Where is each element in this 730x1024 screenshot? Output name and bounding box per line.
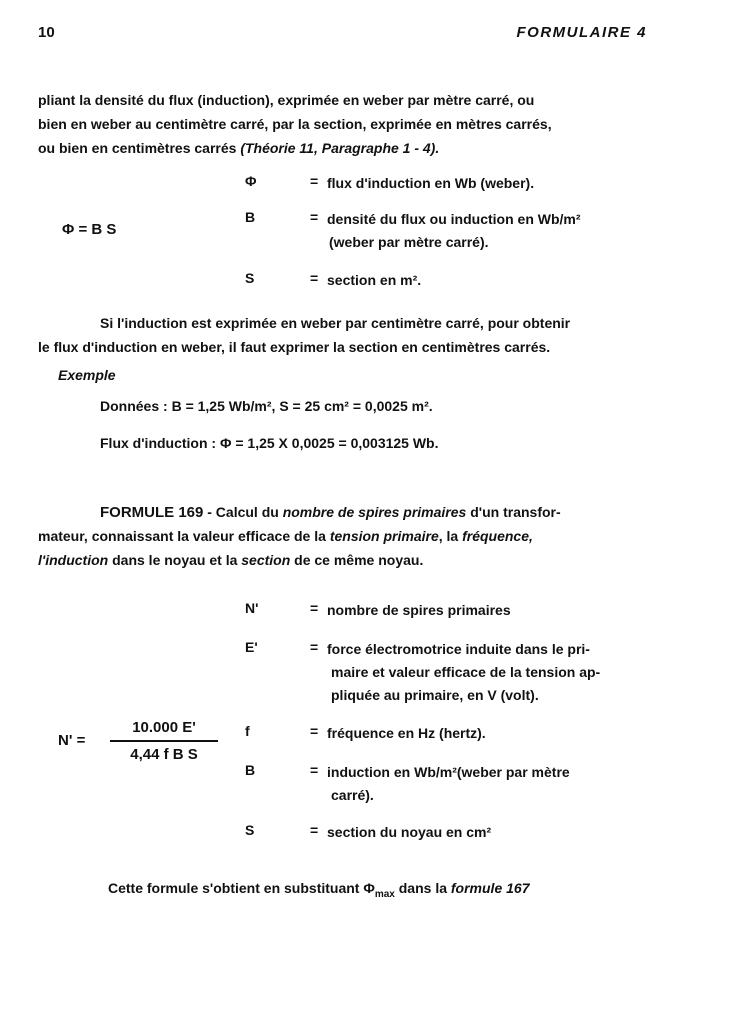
closing-sentence — [108, 880, 529, 900]
definition-symbol: B — [245, 209, 256, 225]
definition-line: nombre de spires primaires — [327, 602, 511, 618]
definition-equals: = — [310, 762, 319, 778]
formula-n-fraction — [110, 718, 218, 765]
text-line: bien en weber au centimètre carré, par la section, exprimée en mètres carrés, — [38, 116, 552, 132]
definition-symbol: Φ — [245, 173, 257, 189]
definition-line: section du noyau en cm² — [327, 824, 492, 840]
fraction-denominator: 4,44 f B S — [130, 746, 198, 763]
text-fragment: Cette formule s'obtient en substituant — [108, 880, 364, 896]
text-fragment: dans le noyau et la — [108, 552, 242, 568]
text-emphasis: nombre de spires primaires — [282, 504, 467, 520]
max-subscript: max — [374, 888, 395, 900]
definition-symbol: N' — [245, 600, 259, 616]
definition-text — [327, 821, 491, 844]
definition-equals: = — [310, 173, 319, 189]
definition-line: densité du flux ou induction en Wb/m² — [327, 211, 581, 227]
definition-text — [327, 722, 486, 745]
definition-symbol: S — [245, 270, 255, 286]
definition-line: section en m². — [327, 272, 422, 288]
text-fragment: de ce même noyau. — [290, 552, 424, 568]
definition-line: maire et valeur efficace de la tension ap- — [331, 664, 601, 680]
text-fragment: mateur, connaissant la valeur efficace de la — [38, 528, 330, 544]
definition-line: flux d'induction en Wb (weber). — [327, 175, 535, 191]
definition-text — [327, 638, 600, 707]
formula-phi-equals-bs: Φ = B S — [62, 221, 117, 238]
definition-text — [327, 761, 570, 807]
definition-line: pliquée au primaire, en V (volt). — [331, 687, 539, 703]
example-flux-line: Flux d'induction : Φ = 1,25 X 0,0025 = 0,003125 Wb. — [100, 435, 439, 451]
definition-symbol: E' — [245, 639, 258, 655]
fraction-numerator: 10.000 E' — [132, 719, 196, 736]
definition-equals: = — [310, 639, 319, 655]
definition-text — [327, 599, 511, 622]
text-line: pliant la densité du flux (induction), exprimée en weber par mètre carré, ou — [38, 92, 535, 108]
definition-equals: = — [310, 270, 319, 286]
phi-symbol: Φ — [363, 880, 375, 896]
example-data-line: Données : B = 1,25 Wb/m², S = 25 cm² = 0,0025 m². — [100, 398, 433, 414]
text-fragment: d'un transfor- — [466, 504, 561, 520]
definition-equals: = — [310, 209, 319, 225]
definition-line: induction en Wb/m²(weber par mètre — [327, 764, 570, 780]
formule-169-paragraph — [38, 500, 660, 572]
text-fragment: - Calcul du — [203, 504, 283, 520]
definition-symbol: B — [245, 762, 256, 778]
page-number: 10 — [38, 24, 55, 41]
formula-reference: formule 167 — [450, 880, 530, 896]
text-fragment: ou bien en centimètres carrés — [38, 140, 241, 156]
definition-equals: = — [310, 723, 319, 739]
note-paragraph — [38, 311, 660, 359]
text-line — [38, 136, 660, 160]
definition-equals: = — [310, 822, 319, 838]
text-emphasis: section — [241, 552, 291, 568]
formula-title: FORMULE 169 — [100, 504, 204, 521]
definition-line: carré). — [331, 787, 374, 803]
definition-text — [327, 208, 581, 254]
formula-n-lhs: N' = — [58, 732, 86, 749]
definition-text — [327, 269, 421, 292]
text-fragment: , la — [438, 528, 463, 544]
theory-reference: (Théorie 11, Paragraphe 1 - 4). — [240, 140, 440, 156]
text-emphasis: tension primaire — [329, 528, 439, 544]
definition-line: (weber par mètre carré). — [329, 234, 489, 250]
definition-line: fréquence en Hz (hertz). — [327, 725, 486, 741]
text-line: le flux d'induction en weber, il faut exprimer la section en centimètres carrés. — [38, 339, 551, 355]
text-emphasis: fréquence, — [462, 528, 533, 544]
text-line — [38, 500, 660, 524]
definition-symbol: S — [245, 822, 255, 838]
text-line — [38, 548, 660, 572]
intro-paragraph — [38, 88, 660, 160]
text-fragment: dans la — [394, 880, 451, 896]
example-label: Exemple — [58, 367, 116, 383]
running-title: FORMULAIRE 4 — [516, 24, 647, 41]
definition-line: force électromotrice induite dans le pri- — [327, 641, 590, 657]
definition-equals: = — [310, 600, 319, 616]
fraction-bar — [110, 740, 218, 742]
text-emphasis: l'induction — [38, 552, 109, 568]
text-line — [38, 524, 660, 548]
definition-symbol: f — [245, 723, 250, 739]
definition-text — [327, 172, 534, 195]
text-line: Si l'induction est exprimée en weber par centimètre carré, pour obtenir — [100, 315, 571, 331]
